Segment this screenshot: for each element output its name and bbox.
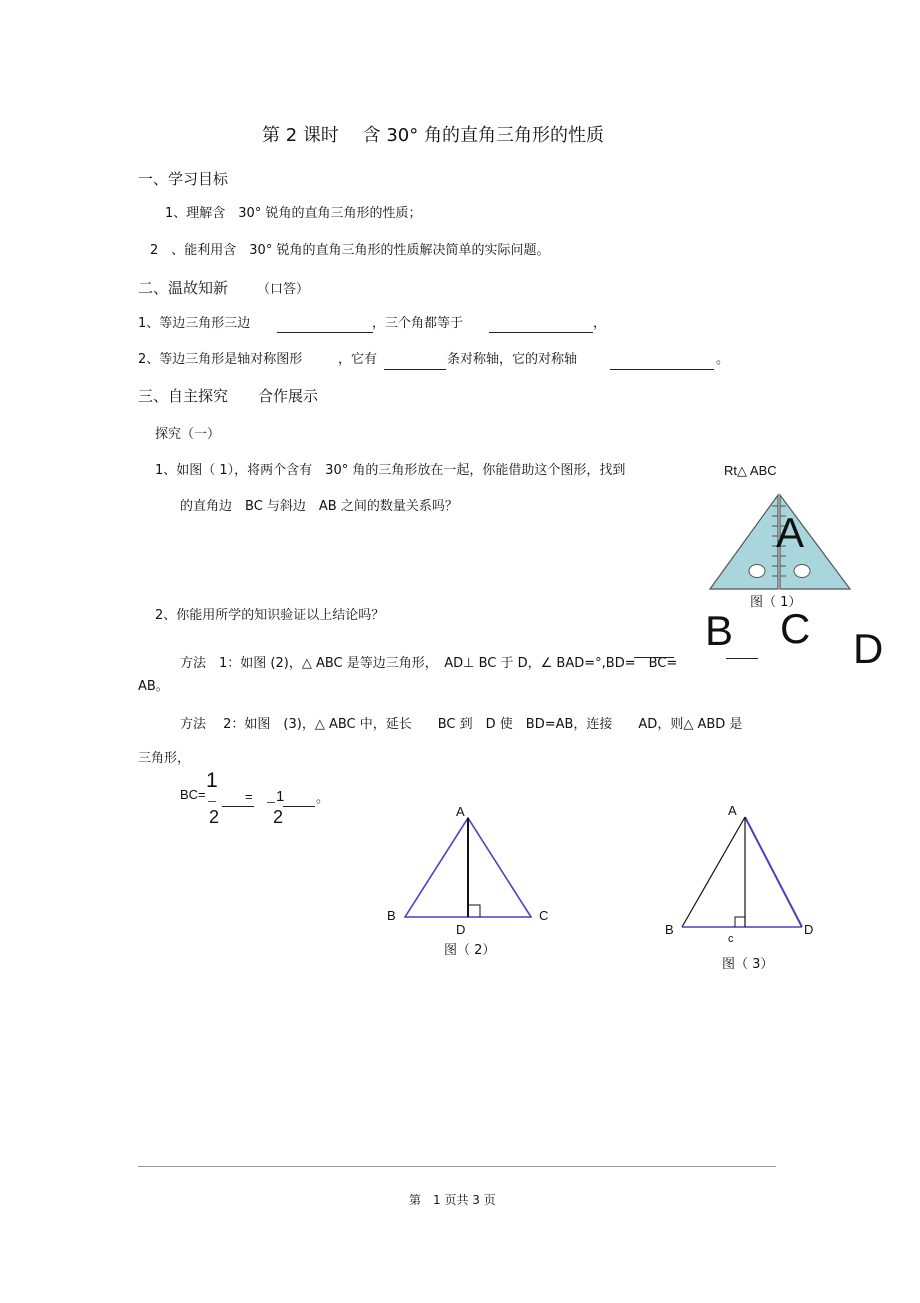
figure2-right-angle-mark	[468, 905, 480, 917]
figure3-label-c: c	[728, 933, 734, 945]
review-q2-text-c: 条对称轴，它的对称轴	[447, 352, 578, 367]
review-q1-blank-2	[489, 332, 593, 333]
figure1-label-b: B	[705, 607, 734, 654]
explore-q1-line2: 的直角边 BC 与斜边 AB 之间的数量关系吗？	[180, 499, 458, 514]
page-number: 第 1 页共 3 页	[409, 1193, 496, 1207]
method1-blank-angle	[634, 657, 674, 658]
bc-blank-2	[283, 806, 315, 807]
figure1-hole-left	[749, 565, 765, 578]
explore-q1-rt-abc: Rt△ ABC	[724, 463, 777, 478]
fraction2-bar	[267, 802, 275, 803]
review-q2-text-d: 。	[716, 352, 730, 367]
figure3-caption: 图（ 3）	[722, 957, 774, 972]
objective-1: 1、理解含 30° 锐角的直角三角形的性质；	[165, 206, 422, 221]
fraction1-numerator: 1	[206, 769, 218, 792]
explore-q2: 2、你能用所学的知识验证以上结论吗？	[155, 608, 385, 623]
objective-2: 2 、能利用含 30° 锐角的直角三角形的性质解决简单的实际问题。	[150, 243, 550, 258]
review-q2-text-b: ，它有	[338, 352, 378, 367]
bc-formula-prefix: BC=	[180, 787, 206, 802]
method1-blank-bc	[726, 658, 758, 659]
figure1-caption: 图（ 1）	[750, 595, 802, 610]
figure3-side-ad	[745, 817, 802, 927]
review-q1-text-c: ，	[593, 316, 607, 331]
section2-heading: 二、温故知新	[138, 279, 229, 297]
method1-line1: 方法 1：如图 (2)，△ ABC 是等边三角形， AD⊥ BC 于 D，∠ BAD=°,BD= BC=	[180, 656, 678, 671]
figure3-right-angle-mark	[735, 917, 745, 927]
section1-heading: 一、学习目标	[138, 170, 229, 188]
review-q1-text-b: ，三个角都等于	[372, 316, 464, 331]
figure2-label-b: B	[387, 908, 396, 923]
page-title: 第 2 课时 含 30° 角的直角三角形的性质	[262, 125, 604, 146]
figure3-triangle	[676, 812, 812, 932]
figure3-label-b: B	[665, 922, 674, 937]
footer-divider	[138, 1166, 776, 1167]
bc-equals: =	[245, 789, 253, 804]
figure1-label-d: D	[853, 625, 884, 672]
bc-period: 。	[316, 791, 330, 806]
figure1-hole-right	[794, 565, 810, 578]
review-q1-blank-1	[277, 332, 373, 333]
review-q2-blank-2	[610, 369, 714, 370]
review-q2-blank-1	[384, 369, 446, 370]
figure1-left-set-square	[710, 495, 778, 589]
fraction2-denominator: 2	[273, 807, 284, 827]
review-q2-text-a: 2、等边三角形是轴对称图形	[138, 352, 303, 367]
fraction1-bar	[208, 801, 216, 802]
fraction2-numerator: 1	[276, 788, 285, 805]
explore-subheading: 探究（一）	[155, 427, 221, 442]
review-q1-text-a: 1、等边三角形三边	[138, 316, 251, 331]
method2-line1: 方法 2：如图 (3)，△ ABC 中，延长 BC 到 D 使 BD=AB，连接 AD，则△ ABD 是	[180, 717, 743, 732]
method1-line2: AB。	[138, 679, 169, 694]
explore-q1-line1: 1、如图（ 1），将两个含有 30° 角的三角形放在一起，你能借助这个图形，找到	[155, 463, 626, 478]
figure3-label-a: A	[728, 803, 737, 818]
bc-blank-1	[222, 806, 254, 807]
figure3-side-ab	[682, 817, 745, 927]
figure3-label-d: D	[804, 922, 814, 937]
figure2-label-d: D	[456, 922, 466, 937]
method2-line2: 三角形，	[138, 751, 191, 766]
section3-heading: 三、自主探究 合作展示	[138, 387, 319, 405]
figure2-triangle	[395, 810, 545, 925]
figure1-label-c: C	[780, 605, 811, 652]
figure2-label-a: A	[456, 804, 465, 819]
figure2-label-c: C	[539, 908, 549, 923]
figure2-caption: 图（ 2）	[444, 943, 496, 958]
section2-note: （口答）	[257, 282, 310, 297]
figure1-label-a: A	[776, 509, 805, 556]
fraction1-denominator: 2	[209, 807, 220, 827]
